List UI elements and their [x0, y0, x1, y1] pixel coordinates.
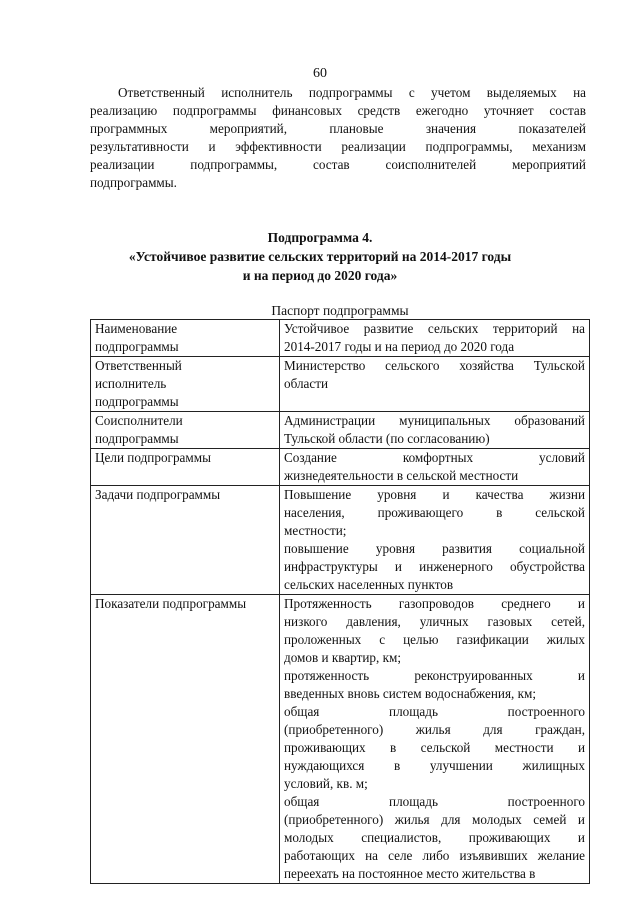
row-value-line: Создание комфортных условий [284, 450, 585, 465]
row-value-line: Тульской области (по согласованию) [284, 431, 490, 446]
page-number: 60 [313, 66, 327, 81]
row-value-line: проложенных с целью газификации жилых [284, 632, 585, 647]
row-value-cell [280, 595, 590, 884]
passport-title: Паспорт подпрограммы [271, 303, 409, 318]
row-value-line: введенных вновь систем водоснабжения, км; [284, 686, 537, 701]
row-label-cell [91, 357, 280, 412]
passport-table [90, 319, 590, 884]
intro-line: результативности и эффективности реализации подпрограммы, механизм [90, 139, 586, 154]
row-label-line: исполнитель [95, 376, 167, 391]
intro-line: подпрограммы. [90, 175, 177, 190]
row-label-cell [91, 412, 280, 449]
intro-line: реализации подпрограммы, состав соисполнителей мероприятий [90, 157, 586, 172]
table-row [91, 357, 590, 412]
row-value-line: домов и квартир, км; [284, 650, 402, 665]
heading-line: и на период до 2020 года» [242, 268, 398, 283]
table-row [91, 595, 590, 884]
row-value-line: (приобретенного) жилья для граждан, [284, 722, 585, 737]
row-label-line: Цели подпрограммы [95, 450, 211, 465]
row-value-line: общая площадь построенного [284, 704, 585, 719]
row-label-cell [91, 320, 280, 357]
table-row [91, 449, 590, 486]
row-value-line: молодых специалистов, проживающих и [284, 830, 585, 845]
intro-paragraph [90, 84, 586, 192]
row-value-line: Устойчивое развитие сельских территорий на [284, 321, 585, 336]
row-label-cell [91, 486, 280, 595]
row-value-line: сельских населенных пунктов [284, 577, 454, 592]
row-value-line: низкого давления, уличных газовых сетей, [284, 614, 585, 629]
row-value-line: работающих на селе либо изъявивших желание [284, 848, 585, 863]
row-value-cell [280, 486, 590, 595]
row-value-line: протяженность реконструированных и [284, 668, 585, 683]
row-value-line: нуждающихся в улучшении жилищных [284, 758, 585, 773]
row-value-line: населения, проживающего в сельской [284, 505, 585, 520]
row-value-cell [280, 412, 590, 449]
row-value-line: проживающих в сельской местности и [284, 740, 585, 755]
intro-line: реализацию подпрограммы финансовых средств ежегодно уточняет состав [90, 103, 586, 118]
row-label-line: подпрограммы [95, 394, 179, 409]
row-value-line: инфраструктуры и инженерного обустройства [284, 559, 585, 574]
row-label-line: Задачи подпрограммы [95, 487, 221, 502]
row-value-line: общая площадь построенного [284, 794, 585, 809]
passport-table-body [91, 320, 590, 884]
row-value-line: 2014-2017 годы и на период до 2020 года [284, 339, 515, 354]
row-value-line: условий, кв. м; [284, 776, 368, 791]
row-label-line: подпрограммы [95, 431, 179, 446]
heading-line: Подпрограмма 4. [267, 230, 373, 245]
row-value-line: повышение уровня развития социальной [284, 541, 585, 556]
table-row [91, 412, 590, 449]
row-label-line: подпрограммы [95, 339, 179, 354]
table-row [91, 486, 590, 595]
row-label-line: Показатели подпрограммы [95, 596, 247, 611]
row-value-cell [280, 357, 590, 412]
row-value-line: Администрации муниципальных образований [284, 413, 585, 428]
row-value-cell [280, 320, 590, 357]
row-value-line: области [284, 376, 329, 391]
row-value-line: переехать на постоянное место жительства в [284, 866, 536, 881]
row-label-line: Соисполнители [95, 413, 183, 428]
row-value-line: (приобретенного) жилья для молодых семей и [284, 812, 585, 827]
subprogram-heading [0, 228, 640, 285]
intro-line: программных мероприятий, плановые значения показателей [90, 121, 586, 136]
row-label-line: Ответственный [95, 358, 182, 373]
row-label-line: Наименование [95, 321, 178, 336]
row-value-line: Министерство сельского хозяйства Тульской [284, 358, 585, 373]
row-label-cell [91, 595, 280, 884]
row-value-line: местности; [284, 523, 347, 538]
row-label-cell [91, 449, 280, 486]
row-value-line: Повышение уровня и качества жизни [284, 487, 585, 502]
table-row [91, 320, 590, 357]
row-value-line: жизнедеятельности в сельской местности [284, 468, 519, 483]
intro-line: Ответственный исполнитель подпрограммы с учетом выделяемых на [118, 85, 586, 100]
row-value-line: Протяженность газопроводов среднего и [284, 596, 585, 611]
heading-line: «Устойчивое развитие сельских территорий на 2014-2017 годы [128, 249, 512, 264]
row-value-cell [280, 449, 590, 486]
